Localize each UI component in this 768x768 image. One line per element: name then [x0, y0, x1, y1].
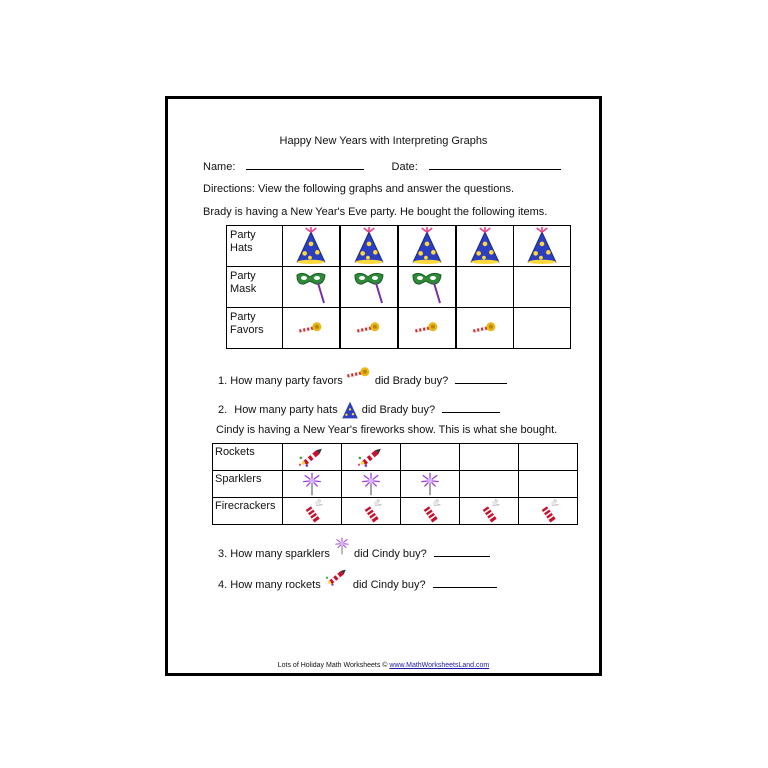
graph-cell — [401, 444, 460, 471]
graph-cell — [514, 226, 571, 267]
q4-before: How many rockets — [230, 578, 321, 591]
worksheet-title: Happy New Years with Interpreting Graphs — [279, 135, 488, 147]
firecracker-icon — [460, 499, 518, 523]
graph-cell — [456, 308, 514, 349]
graph-cell — [460, 471, 519, 498]
graph-cell — [340, 267, 398, 308]
q4-number: 4. — [218, 578, 228, 591]
question-3 — [218, 543, 490, 565]
graph-cell — [456, 267, 514, 308]
graph-cell — [398, 308, 456, 349]
graph-row — [213, 444, 578, 471]
question-2 — [218, 399, 500, 421]
party-mask-icon — [399, 269, 455, 305]
graph-cell — [342, 498, 401, 525]
row-label — [227, 308, 283, 349]
name-label: Name: — [203, 161, 236, 173]
row-label-line1: Party — [230, 311, 256, 323]
party-hat-icon — [283, 227, 339, 265]
q2-after: did Brady buy? — [361, 403, 436, 416]
graph-cell — [460, 444, 519, 471]
graph-cell — [398, 226, 456, 267]
row-label-line2: Favors — [230, 324, 264, 336]
graph-cell — [519, 444, 578, 471]
row-label-line2: Mask — [230, 283, 257, 295]
graph-cell — [456, 226, 514, 267]
graph-cell — [398, 267, 456, 308]
question-4 — [218, 574, 497, 596]
party-favor-icon — [283, 321, 339, 335]
row-label: Sparklers — [213, 471, 283, 498]
party-hat-icon — [514, 227, 570, 265]
firecracker-icon — [519, 499, 577, 523]
firecracker-icon — [401, 499, 459, 523]
party-hat-icon — [341, 227, 397, 265]
question-1 — [218, 373, 507, 388]
sparkler-icon — [342, 472, 400, 496]
q4-after: did Cindy buy? — [352, 578, 426, 591]
graph-cell — [514, 308, 571, 349]
name-date-line — [203, 159, 561, 173]
fireworks-intro-text: Cindy is having a New Year's fireworks show. This is what she bought. — [216, 424, 558, 436]
party-intro-text: Brady is having a New Year's Eve party. He bought the following items. — [203, 206, 548, 218]
graph-cell — [283, 498, 342, 525]
party-hat-icon — [457, 227, 513, 265]
rocket-icon — [324, 566, 350, 588]
date-label: Date: — [391, 161, 418, 173]
graph-row — [213, 471, 578, 498]
sparkler-icon — [401, 472, 459, 496]
row-label-line1: Party — [230, 270, 256, 282]
party-favor-icon — [399, 321, 455, 335]
row-label-line2: Hats — [230, 242, 253, 254]
q1-after: did Brady buy? — [374, 375, 449, 387]
graph-cell — [401, 498, 460, 525]
q1-before: How many party favors — [230, 375, 343, 387]
graph-cell — [342, 444, 401, 471]
graph-cell — [340, 226, 398, 267]
row-label: Firecrackers — [213, 498, 283, 525]
graph-cell — [340, 308, 398, 349]
graph-cell — [519, 471, 578, 498]
row-label-line1: Party — [230, 229, 256, 241]
footer-text: Lots of Holiday Math Worksheets © — [277, 662, 390, 669]
q4-answer-field[interactable] — [433, 577, 497, 588]
graph-cell — [401, 471, 460, 498]
party-favor-icon — [457, 321, 513, 335]
footer — [168, 662, 599, 669]
date-field[interactable] — [429, 159, 561, 170]
party-mask-icon — [341, 269, 397, 305]
rocket-icon — [283, 445, 341, 469]
q1-number: 1. — [218, 375, 228, 387]
directions-text: Directions: View the following graphs and answer the questions. — [203, 183, 515, 195]
sparkler-icon — [333, 535, 351, 557]
q2-answer-field[interactable] — [442, 402, 500, 413]
q2-number: 2. — [218, 403, 228, 416]
firecracker-icon — [342, 499, 400, 523]
graph-cell — [283, 471, 342, 498]
q3-answer-field[interactable] — [434, 546, 490, 557]
q2-before: How many party hats — [234, 403, 338, 416]
footer-link[interactable]: www.MathWorksheetsLand.com — [389, 662, 490, 669]
party-hat-icon — [399, 227, 455, 265]
graph-cell — [514, 267, 571, 308]
graph-cell — [283, 226, 341, 267]
graph-row — [227, 267, 571, 308]
row-label — [227, 226, 283, 267]
graph-cell — [283, 308, 341, 349]
rocket-icon — [342, 445, 400, 469]
sparkler-icon — [283, 472, 341, 496]
graph-row — [213, 498, 578, 525]
party-hat-icon — [341, 399, 359, 421]
name-field[interactable] — [246, 159, 364, 170]
q3-number: 3. — [218, 547, 228, 560]
graph-cell — [342, 471, 401, 498]
graph-cell — [283, 267, 341, 308]
row-label — [227, 267, 283, 308]
graph-row — [227, 308, 571, 349]
fireworks-graph — [212, 443, 578, 525]
graph-cell — [283, 444, 342, 471]
party-mask-icon — [283, 269, 339, 305]
party-graph — [226, 225, 571, 349]
graph-cell — [460, 498, 519, 525]
graph-row — [227, 226, 571, 267]
q3-after: did Cindy buy? — [354, 547, 427, 560]
party-favor-icon — [346, 366, 372, 380]
q1-answer-field[interactable] — [455, 373, 507, 384]
firecracker-icon — [283, 499, 341, 523]
row-label: Rockets — [213, 444, 283, 471]
graph-cell — [519, 498, 578, 525]
worksheet-page — [165, 96, 602, 676]
party-favor-icon — [341, 321, 397, 335]
q3-before: How many sparklers — [230, 547, 330, 560]
